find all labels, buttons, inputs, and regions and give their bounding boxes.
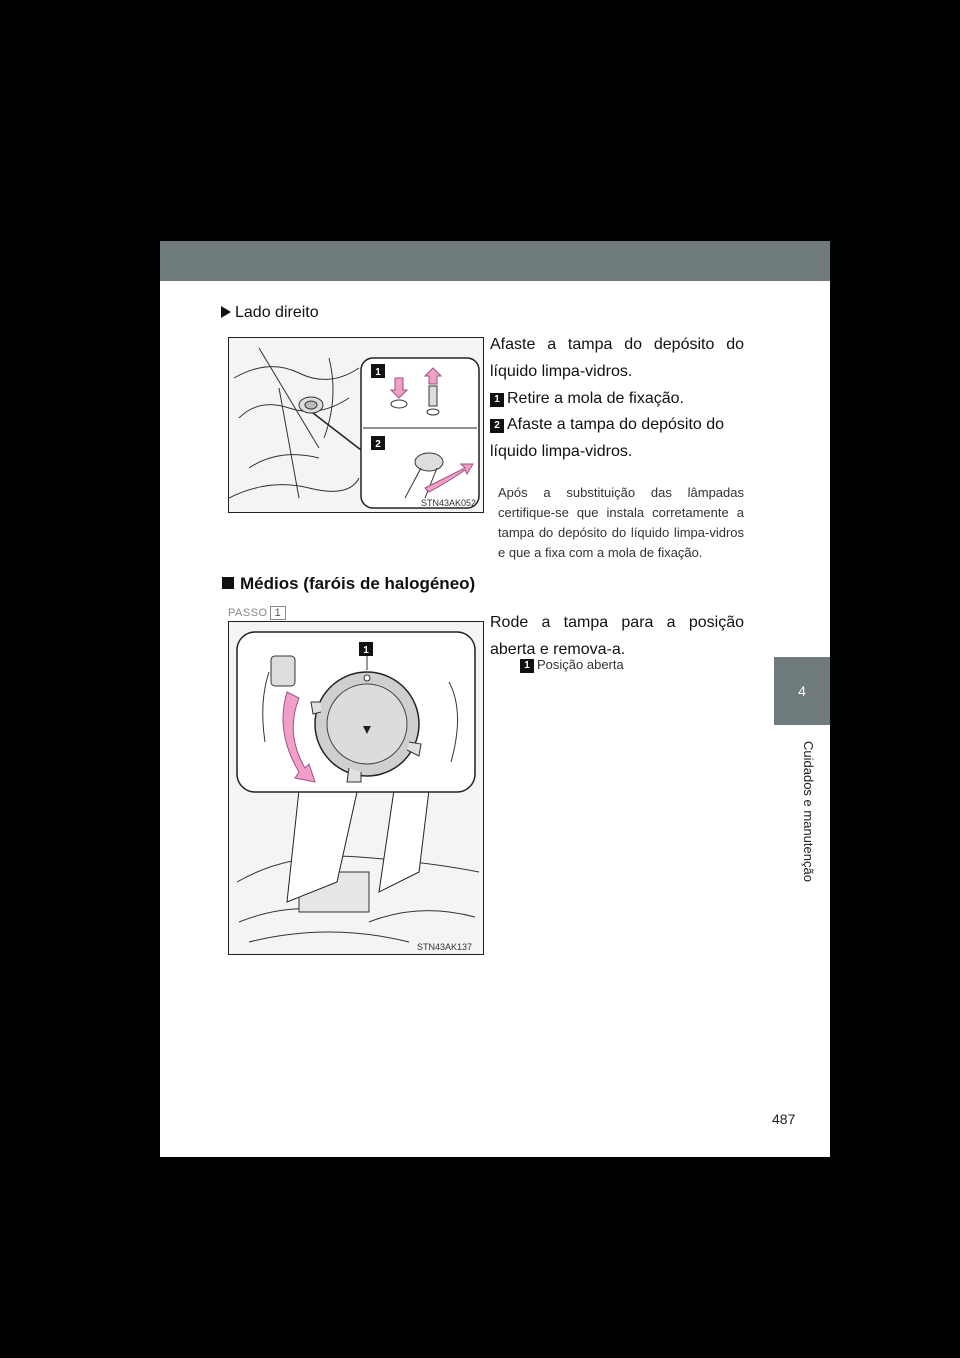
figure-callout-1: 1: [363, 645, 369, 656]
figure-code: STN43AK052: [421, 498, 477, 508]
step-2: 2 Afaste a tampa do depósito do líquido limpa-vidros.: [490, 416, 725, 460]
step-number-badge: 2: [490, 419, 504, 433]
square-bullet-icon: [222, 577, 234, 589]
chapter-tab: [774, 657, 830, 725]
step-1: 1 Retire a mola de fixação.: [490, 385, 744, 412]
engine-illustration: [229, 338, 483, 512]
figure-callout-1: 1: [375, 367, 381, 378]
callout-number-badge: 1: [520, 659, 534, 673]
section-heading: Médios (faróis de halogéneo): [222, 574, 475, 594]
right-side-note: Após a substituição das lâmpadas certifique-se que instala corretamente a tampa do depósito do líquido limpa-vidros e que a fixa com a mola de fixação.: [498, 485, 744, 560]
manual-page: [160, 241, 830, 1157]
headlamp-illustration: [229, 622, 483, 954]
washer-tank-figure: [228, 337, 484, 513]
page-number: 487: [772, 1111, 796, 1127]
step-number-badge: 1: [490, 393, 504, 407]
callout-legend: 1 Posição aberta: [520, 657, 624, 673]
chapter-title: Cuidados e manutenção: [801, 741, 816, 882]
page-header-bar: [160, 241, 830, 281]
chapter-number: 4: [798, 683, 806, 699]
right-side-intro: Afaste a tampa do depósito do líquido limpa-vidros.: [490, 336, 744, 380]
right-side-heading: Lado direito: [221, 304, 319, 322]
figure-callout-2: 2: [375, 439, 381, 450]
headlamp-cover-figure: [228, 621, 484, 955]
figure-code: STN43AK137: [417, 942, 473, 952]
passo-label: PASSO 1: [228, 606, 286, 620]
triangle-bullet-icon: [221, 306, 231, 318]
medios-instruction: Rode a tampa para a posição aberta e remova-a.: [490, 614, 744, 658]
